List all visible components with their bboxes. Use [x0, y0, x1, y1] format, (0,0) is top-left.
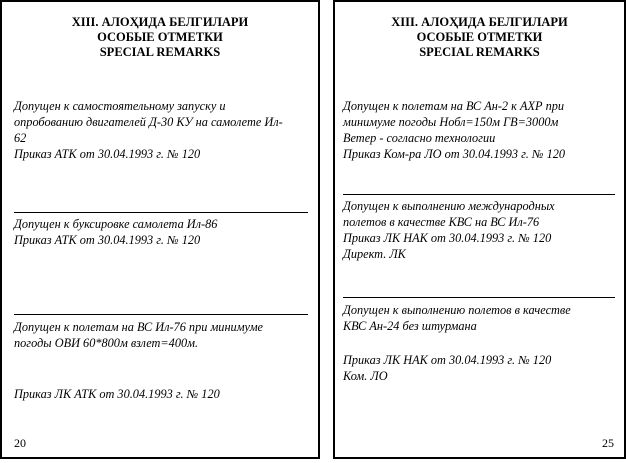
- remark-entry: Приказ ЛК АТК от 30.04.1993 г. № 120: [14, 387, 220, 401]
- right-page-header: [335, 15, 624, 60]
- section-title-en: SPECIAL REMARKS: [419, 45, 540, 59]
- section-title-en: SPECIAL REMARKS: [99, 45, 221, 59]
- divider-line: [14, 314, 308, 315]
- right-page: [333, 0, 626, 459]
- divider-line: [343, 194, 615, 195]
- section-title-ru: ОСОБЫЕ ОТМЕТКИ: [97, 30, 223, 44]
- remark-entry: Допущен к выполнению полетов в качестве КВС Ан-24 без штурмана: [343, 303, 571, 333]
- remark-entry: Допущен к выполнению международных полетов в качестве КВС на ВС Ил-76 Приказ ЛК НАК от 30.04.1993 г. № 120 Директ. ЛК: [343, 199, 555, 261]
- remark-entry: Допущен к полетам на ВС Ан-2 к АХР при минимуме погоды Нобл=150м ГВ=3000м Ветер - согласно технологии Приказ Ком-ра ЛО от 30.04.1993 г. № 120: [343, 99, 566, 161]
- divider-line: [14, 212, 308, 213]
- section-title: XIII. АЛОҲИДА БЕЛГИЛАРИ: [71, 15, 249, 29]
- remark-entry: Допущен к самостоятельному запуску и опробованию двигателей Д-30 КУ на самолете Ил- 62 Приказ АТК от 30.04.1993 г. № 120: [14, 99, 283, 161]
- divider-line: [343, 297, 615, 298]
- section-title-ru: ОСОБЫЕ ОТМЕТКИ: [416, 30, 543, 44]
- remark-entry: Допущен к буксировке самолета Ил-86 Приказ АТК от 30.04.1993 г. № 120: [14, 217, 218, 247]
- remark-entry: Допущен к полетам на ВС Ил-76 при минимуме погоды ОВИ 60*800м взлет=400м.: [14, 320, 263, 350]
- left-page-header: [2, 15, 318, 60]
- page-number: 25: [602, 436, 614, 450]
- page-number: 20: [14, 436, 26, 450]
- section-title: XIII. АЛОҲИДА БЕЛГИЛАРИ: [391, 15, 568, 29]
- remark-entry: Приказ ЛК НАК от 30.04.1993 г. № 120 Ком. ЛО: [343, 353, 552, 383]
